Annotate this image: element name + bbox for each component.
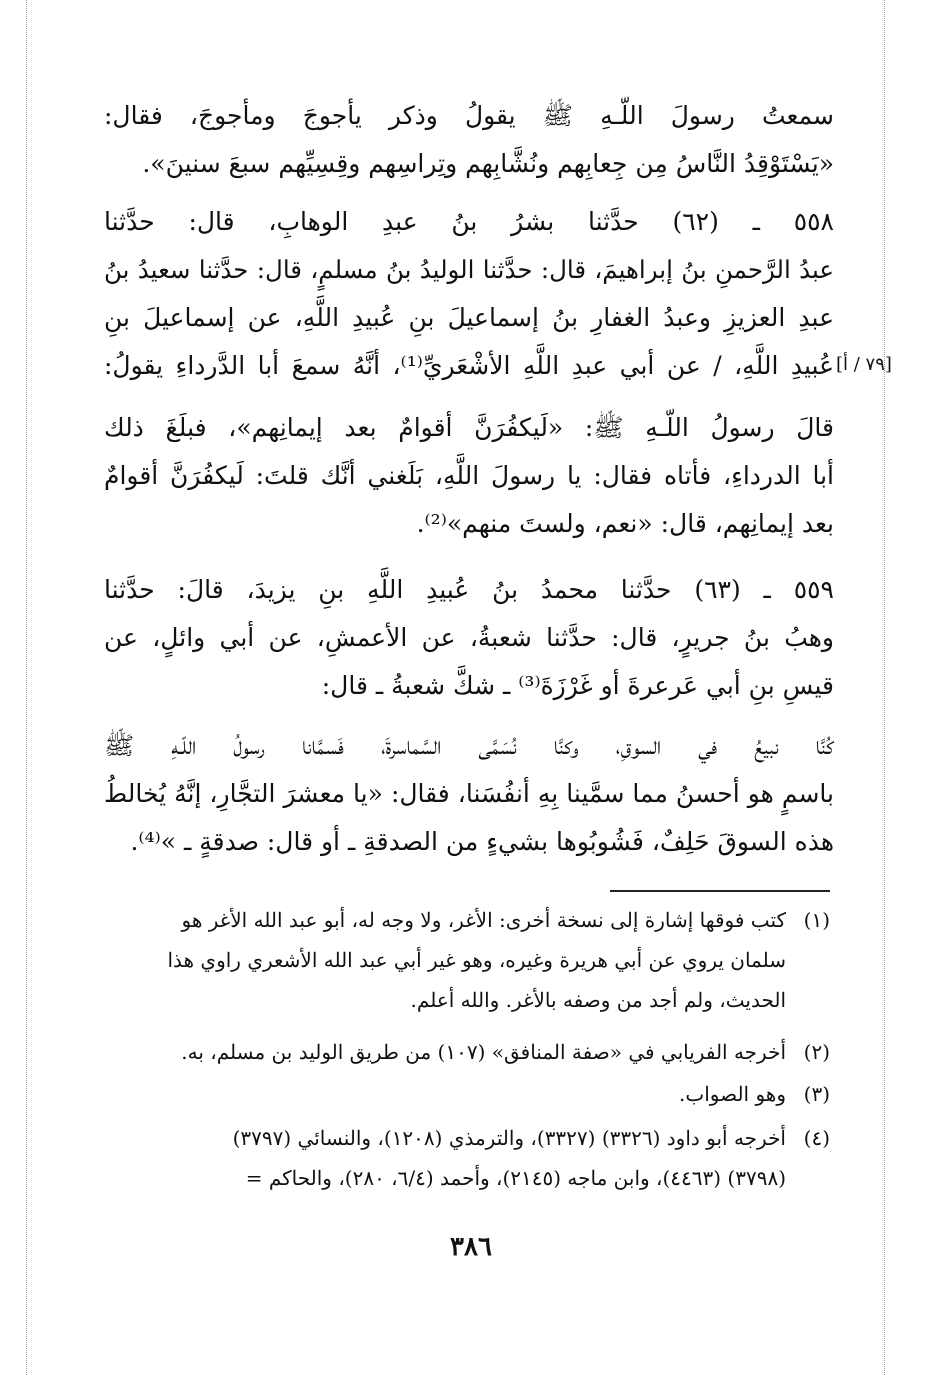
hadith-intro-block: [104, 92, 834, 188]
text-line: قالَ رسولُ اللّـهِ ﷺ: «لَيكفُرَنَّ أقوامٌ بعد إيمانِهم»، فبلَغَ ذلك: [104, 413, 834, 442]
footnote-line: أخرجه الفريابي في «صفة المنافق» (١٠٧) من طريق الوليد بن مسلم، به.: [181, 1040, 786, 1064]
footnote-1: [110, 900, 830, 1020]
page-number: ٣٨٦: [450, 1232, 492, 1262]
hadith-558-isnad: [104, 198, 834, 390]
footnote-2: [110, 1032, 830, 1072]
text-line: ٥٥٨ ـ (٦٢) حدَّثنا بشرُ بنُ عبدِ الوهابِ، قال: حدَّثنا: [104, 207, 834, 236]
footnote-line: الحديث، ولم أجد من وصفه بالأغر. والله أعلم.: [410, 988, 786, 1012]
scan-edge-right: [884, 0, 885, 1375]
hadith-559-isnad: [104, 566, 834, 710]
footnote-line: سلمان يروي عن أبي هريرة وغيره، وهو غير أبي عبد الله الأشعري راوي هذا: [167, 948, 786, 972]
text-line: هذه السوقَ حَلِفٌ، فَشُوبُوها بشيءٍ من الصدقةِ ـ أو قال: صدقةٍ ـ »⁽⁴⁾.: [130, 827, 834, 856]
text-line: سمعتُ رسولَ اللّـهِ ﷺ يقولُ وذكر يأجوجَ ومأجوجَ، فقال:: [104, 101, 834, 130]
manuscript-folio-ref: [٧٩ / أ]: [836, 354, 892, 375]
hadith-558-text: [104, 404, 834, 548]
scan-edge-left: [26, 0, 27, 1375]
footnote-line: كتب فوقها إشارة إلى نسخة أخرى: الأغر، ولا وجه له، أبو عبد الله الأغر هو: [181, 908, 786, 932]
text-line: باسمٍ هو أحسنُ مما سمَّينا بِهِ أنفُسَنا، فقال: «يا معشرَ التجَّارِ، إنَّهُ يُخالطُ: [104, 779, 834, 808]
footnote-number: (٢): [803, 1040, 830, 1064]
footnote-3: [110, 1074, 830, 1114]
footnote-number: (٣): [803, 1082, 830, 1106]
text-line: بعد إيمانِهم، قال: «نعم، ولستَ منهم»⁽²⁾.: [416, 509, 834, 538]
footnote-4: [110, 1118, 830, 1198]
footnote-line: وهو الصواب.: [679, 1082, 786, 1106]
footnote-line: (٣٧٩٨) (٤٤٦٣)، وابن ماجه (٢١٤٥)، وأحمد (٦/٤، ٢٨٠)، والحاكم =: [245, 1166, 786, 1190]
text-line: ٥٥٩ ـ (٦٣) حدَّثنا محمدُ بنُ عُبيدِ اللَّهِ بنِ يزيدَ، قالَ: حدَّثنا: [104, 575, 834, 604]
text-line: عُبيدِ اللَّهِ، / عن أبي عبدِ اللَّهِ الأشْعَريِّ⁽¹⁾، أنَّهُ سمعَ أبا الدَّرداءِ يقولُ:: [104, 351, 834, 380]
text-line: عبدُ الرَّحمنِ بنُ إبراهيمَ، قال: حدَّثنا الوليدُ بنُ مسلمٍ، قال: حدَّثنا سعيدُ بنُ: [104, 255, 834, 284]
text-line: قيسِ بنِ أبي عَرعرةَ أو غَرْزَةَ⁽³⁾ ـ شكَّ شعبةُ ـ قال:: [321, 671, 834, 700]
text-line: كُنَّا نبيعُ في السوقِ، وكنَّا نُسَمَّى السَّماسرةَ، فَسمَّانا رسولُ اللّـهِ ﷺ: [104, 731, 834, 760]
text-line: وهبُ بنُ جريرٍ، قال: حدَّثنا شعبةُ، عن الأعمشِ، عن أبي وائلٍ، عن: [104, 623, 834, 652]
footnote-line: أخرجه أبو داود (٣٣٢٦) (٣٣٢٧)، والترمذي (١٢٠٨)، والنسائي (٣٧٩٧): [232, 1126, 786, 1150]
text-line: أبا الدرداءِ، فأتاه فقال: يا رسولَ اللَّهِ، بَلَغني أنَّك قلتَ: لَيكفُرَنَّ أقوامٌ: [104, 461, 834, 490]
footnote-number: (٤): [803, 1126, 830, 1150]
footnote-separator: [610, 890, 830, 892]
text-line: «يَسْتَوْقِدُ النَّاسُ مِن جِعابِهم ونُشَّابِهم وتِراسِهم وقِسِيِّهم سبعَ سنينَ».: [142, 149, 834, 178]
hadith-559-text: [104, 722, 834, 866]
text-line: عبدِ العزيزِ وعبدُ الغفارِ بنُ إسماعيلَ بنِ عُبيدِ اللَّهِ، عن إسماعيلَ بنِ: [104, 303, 834, 332]
footnote-number: (١): [803, 908, 830, 932]
